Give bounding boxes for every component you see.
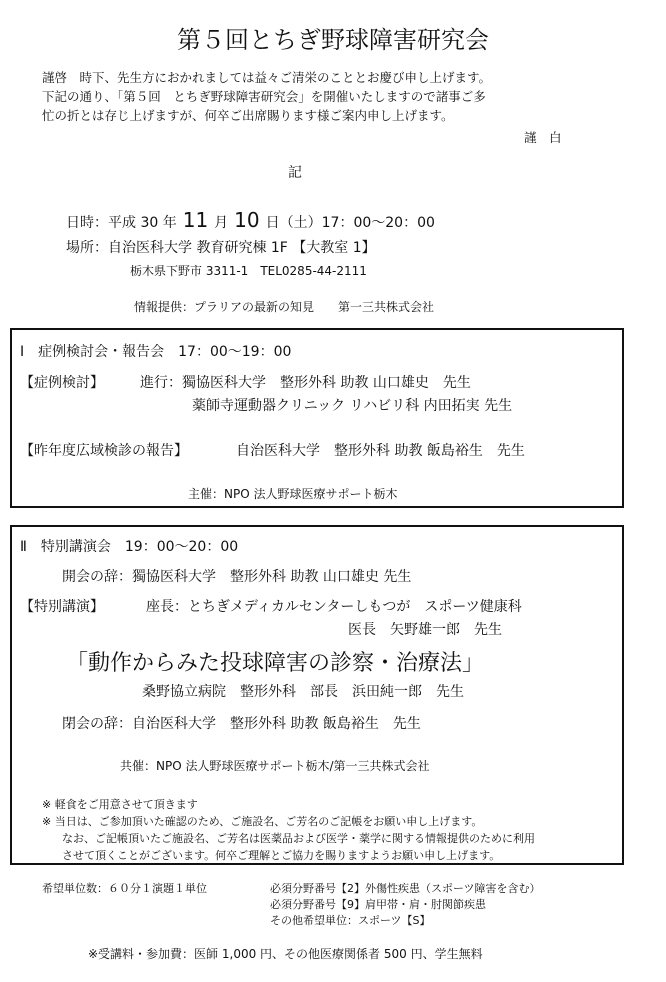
- report-label: 【昨年度広域検診の報告】: [20, 443, 188, 459]
- lecturer: 桑野協立病院 整形外科 部長 浜田純一郎 先生: [142, 684, 464, 700]
- session2-cohost: 共催：NPO 法人野球医療サポート栃木/第一三共株式会社: [120, 759, 430, 773]
- event-venue: 場所：自治医科大学 教育研究棟 1F 【大教室 1】: [66, 240, 376, 256]
- case-chair: 進行：獨協医科大学 整形外科 助教 山口雄史 先生: [140, 375, 471, 391]
- credit-required-1: 必須分野番号【2】外傷性疾患（スポーツ障害を含む）: [270, 882, 541, 895]
- greeting-line-3: 忙の折とは存じ上げますが、何卒ご出席賜ります様ご案内申し上げます。: [42, 108, 454, 123]
- note-3: なお、ご記帳頂いたご施設名、ご芳名は医薬品および医学・薬学に関する情報提供のために利用: [62, 832, 535, 845]
- opening-remarks: 開会の辞：獨協医科大学 整形外科 助教 山口雄史 先生: [62, 569, 412, 585]
- event-address: 栃木県下野市 3311-1 TEL0285-44-2111: [130, 264, 367, 278]
- greeting-line-1: 謹啓 時下、先生方におかれましては益々ご清栄のこととお慶び申し上げます。: [42, 70, 492, 85]
- event-info-provider: 情報提供：プラリアの最新の知見 第一三共株式会社: [134, 300, 435, 314]
- note-1: ※ 軽食をご用意させて頂きます: [42, 798, 198, 811]
- report-presenter: 自治医科大学 整形外科 助教 飯島裕生 先生: [236, 443, 525, 459]
- page-title: 第５回とちぎ野球障害研究会: [177, 26, 489, 54]
- ki-heading: 記: [288, 165, 302, 181]
- event-date-suffix: 日（土）17：00〜20：00: [265, 215, 435, 231]
- note-2: ※ 当日は、ご参加頂いた確認のため、ご施設名、ご芳名のご記帳をお願い申し上げます。: [42, 815, 483, 828]
- event-date: [66, 208, 435, 232]
- session1-heading: Ⅰ 症例検討会・報告会 17：00〜19：00: [20, 344, 292, 360]
- case-chair-2: 薬師寺運動器クリニック リハビリ科 内田拓実 先生: [192, 398, 513, 414]
- credit-units: 希望単位数：６０分１演題１単位: [42, 882, 207, 895]
- case-label: 【症例検討】: [20, 375, 104, 391]
- event-month: 11: [182, 208, 209, 232]
- greeting-closing: 謹 白: [524, 130, 562, 145]
- closing-remarks: 閉会の辞：自治医科大学 整形外科 助教 飯島裕生 先生: [62, 716, 421, 732]
- event-month-unit: 月: [214, 215, 229, 231]
- lecture-title: 「動作からみた投球障害の診察・治療法」: [66, 651, 485, 676]
- fee-note: ※受講料・参加費：医師 1,000 円、その他医療関係者 500 円、学生無料: [88, 947, 483, 961]
- note-4: させて頂くことがございます。何卒ご理解とご協力を賜りますようお願い申し上げます。: [62, 849, 501, 862]
- session1-host: 主催：NPO 法人野球医療サポート栃木: [188, 487, 398, 501]
- event-date-prefix: 日時：平成 30 年: [66, 215, 177, 231]
- lecture-chair-2: 医長 矢野雄一郎 先生: [348, 622, 502, 638]
- credit-required-2: 必須分野番号【9】肩甲帯・肩・肘関節疾患: [270, 898, 486, 911]
- event-day: 10: [234, 208, 260, 232]
- lecture-label: 【特別講演】: [20, 599, 104, 615]
- lecture-chair: 座長：とちぎメディカルセンターしもつが スポーツ健康科: [146, 599, 522, 615]
- credit-other: その他希望単位：スポーツ【S】: [270, 914, 431, 927]
- greeting-line-2: 下記の通り、「第５回 とちぎ野球障害研究会」を開催いたしますので諸事ご多: [42, 89, 486, 104]
- session2-heading: Ⅱ 特別講演会 19：00〜20：00: [20, 539, 239, 555]
